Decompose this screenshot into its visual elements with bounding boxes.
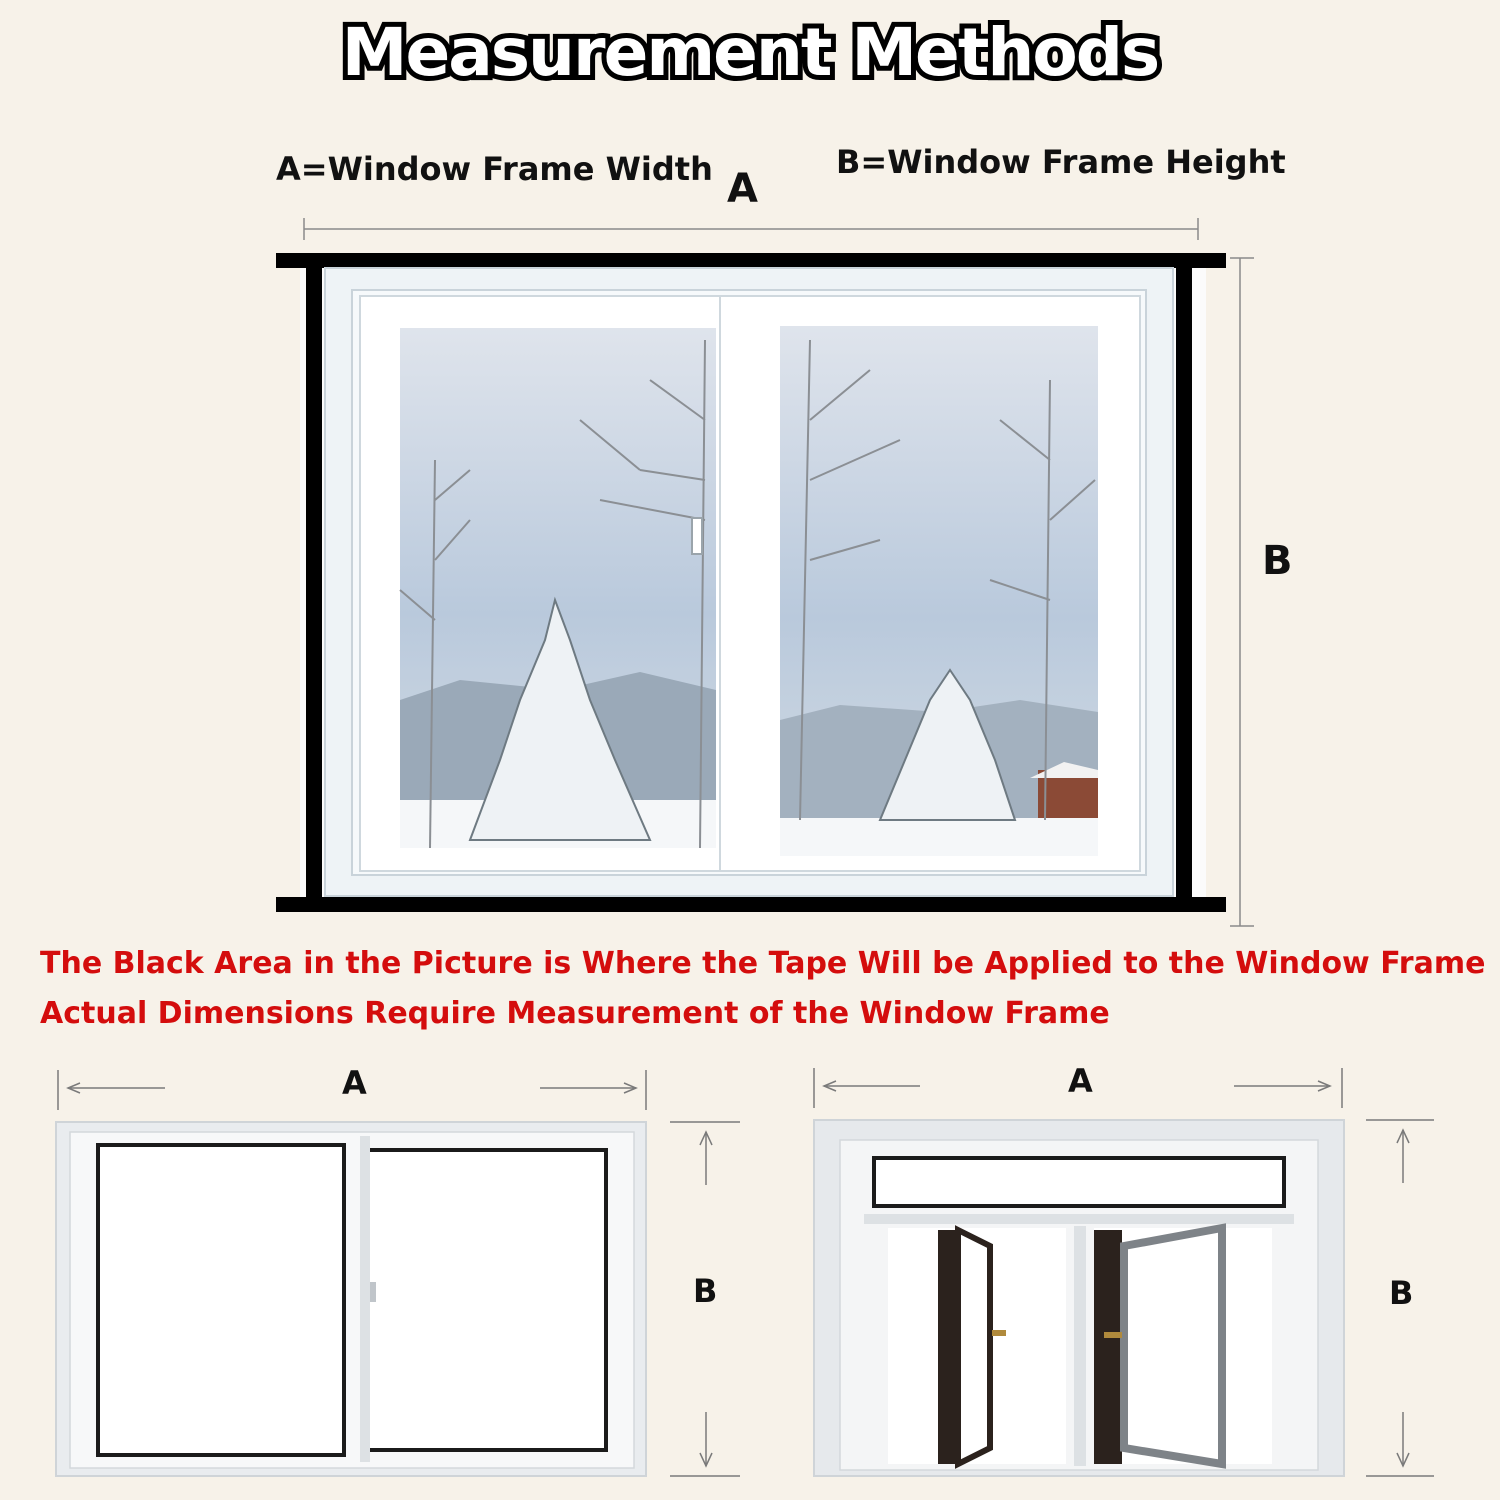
- legend-width: A=Window Frame Width: [276, 150, 713, 188]
- main-width-label: A: [727, 166, 758, 212]
- left-glass-snow-scene: [400, 328, 716, 848]
- window-handle: [692, 518, 702, 554]
- example-left-width-label: A: [342, 1064, 367, 1102]
- example-left-height-label: B: [693, 1272, 718, 1310]
- main-height-label: B: [1262, 538, 1293, 584]
- page-title: Measurement Methods: [341, 14, 1159, 91]
- main-height-dimension-line: [1230, 258, 1254, 926]
- legend-height: B=Window Frame Height: [836, 143, 1286, 181]
- main-width-dimension-line: [304, 218, 1198, 240]
- note-measure: Actual Dimensions Require Measurement of the Window Frame: [40, 996, 1110, 1031]
- example-right-width-label: A: [1068, 1062, 1093, 1100]
- example-right-diagram: [814, 1068, 1434, 1476]
- right-glass-snow-scene: [780, 326, 1098, 856]
- note-tape-area: The Black Area in the Picture is Where the Tape Will be Applied to the Window Frame: [40, 946, 1486, 981]
- example-left-diagram: [56, 1070, 740, 1476]
- example-right-height-label: B: [1389, 1274, 1414, 1312]
